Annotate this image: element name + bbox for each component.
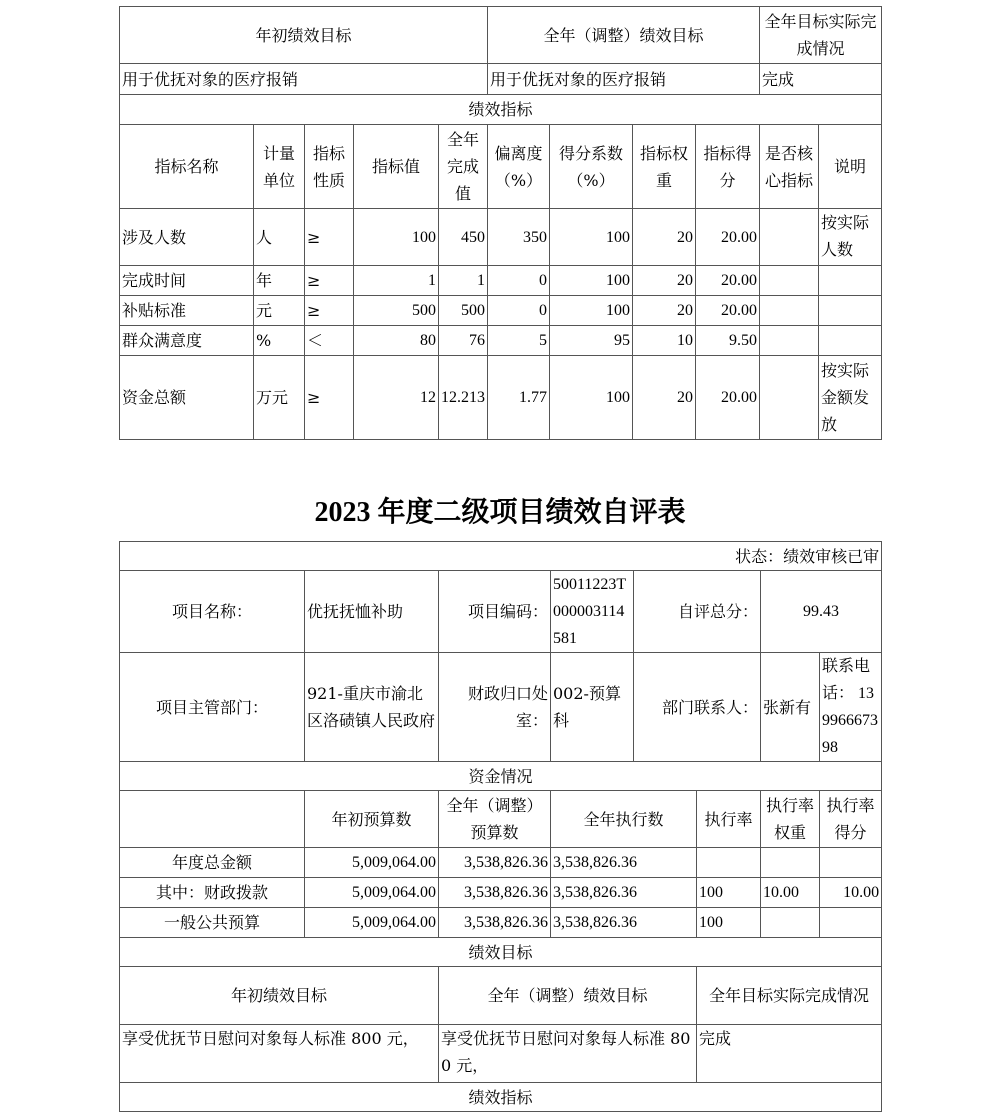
cell-unit: 元 xyxy=(254,296,305,326)
adjusted-goal-header: 全年（调整）绩效目标 xyxy=(488,7,760,64)
cell-deviation: 0 xyxy=(488,296,550,326)
page-title: 2023 年度二级项目绩效自评表 xyxy=(314,497,686,528)
cell-weight: 20 xyxy=(633,209,696,266)
fund-adjusted: 3,538,826.36 xyxy=(439,848,551,878)
fund-score xyxy=(820,848,882,878)
dept-label: 项目主管部门： xyxy=(120,653,305,762)
cell-target: 500 xyxy=(354,296,439,326)
cell-nature: ≥ xyxy=(305,266,354,296)
fund-score: 10.00 xyxy=(820,878,882,908)
cell-deviation: 5 xyxy=(488,326,550,356)
cell-nature: ＜ xyxy=(305,326,354,356)
adjusted-goal-header: 全年（调整）绩效目标 xyxy=(439,967,697,1025)
initial-goal: 享受优抚节日慰问对象每人标准 800 元， xyxy=(120,1025,439,1083)
cell-target: 100 xyxy=(354,209,439,266)
performance-table-1 xyxy=(119,6,882,440)
funds-label: 资金情况 xyxy=(120,762,882,791)
table-row xyxy=(120,356,882,440)
cell-core xyxy=(760,356,819,440)
initial-goal-header: 年初绩效目标 xyxy=(120,7,488,64)
cell-actual: 76 xyxy=(439,326,488,356)
contact-phone xyxy=(820,653,882,762)
cell-score-coef: 100 xyxy=(550,356,633,440)
col-executed: 全年执行数 xyxy=(551,791,697,848)
fund-name: 其中：财政拨款 xyxy=(120,878,305,908)
fund-adjusted: 3,538,826.36 xyxy=(439,908,551,938)
status-row xyxy=(120,542,882,571)
cell-unit: 人 xyxy=(254,209,305,266)
fund-header-row xyxy=(120,791,882,848)
cell-deviation: 350 xyxy=(488,209,550,266)
cell-target: 80 xyxy=(354,326,439,356)
fund-rate xyxy=(697,848,761,878)
cell-score-coef: 95 xyxy=(550,326,633,356)
goal-row xyxy=(120,64,882,95)
goal-row xyxy=(120,1025,882,1083)
col-initial-budget: 年初预算数 xyxy=(305,791,439,848)
cell-actual: 12.213 xyxy=(439,356,488,440)
col-adjusted-budget: 全年（调整）预算数 xyxy=(439,791,551,848)
col-score: 指标得分 xyxy=(696,125,760,209)
indicator-header-row xyxy=(120,125,882,209)
table-row xyxy=(120,326,882,356)
col-unit: 计量单位 xyxy=(254,125,305,209)
fund-name: 一般公共预算 xyxy=(120,908,305,938)
table-row xyxy=(120,848,882,878)
cell-unit: 年 xyxy=(254,266,305,296)
indicators-label-row xyxy=(120,1083,882,1112)
cell-note: 按实际人数 xyxy=(819,209,882,266)
cell-score-coef: 100 xyxy=(550,209,633,266)
cell-name: 群众满意度 xyxy=(120,326,254,356)
col-target: 指标值 xyxy=(354,125,439,209)
phone-label: 联系电话： xyxy=(822,658,871,702)
goal-header-row xyxy=(120,7,882,64)
self-score: 99.43 xyxy=(761,571,882,653)
cell-actual: 500 xyxy=(439,296,488,326)
col-weight: 指标权重 xyxy=(633,125,696,209)
fund-initial: 5,009,064.00 xyxy=(305,908,439,938)
cell-score: 20.00 xyxy=(696,209,760,266)
cell-score-coef: 100 xyxy=(550,296,633,326)
fund-weight xyxy=(761,908,820,938)
cell-score: 20.00 xyxy=(696,296,760,326)
cell-core xyxy=(760,326,819,356)
funds-label-row xyxy=(120,762,882,791)
cell-name: 涉及人数 xyxy=(120,209,254,266)
col-indicator-name: 指标名称 xyxy=(120,125,254,209)
cell-score: 20.00 xyxy=(696,266,760,296)
indicators-label: 绩效指标 xyxy=(120,95,882,125)
cell-deviation: 1.77 xyxy=(488,356,550,440)
cell-score: 20.00 xyxy=(696,356,760,440)
col-nature: 指标性质 xyxy=(305,125,354,209)
completion-header: 全年目标实际完成情况 xyxy=(697,967,882,1025)
phone-number: 13996667398 xyxy=(822,685,878,756)
finance-office: 002-预算科 xyxy=(551,653,634,762)
contact-name: 张新有 xyxy=(761,653,820,762)
fund-header-empty xyxy=(120,791,305,848)
project-name: 优抚抚恤补助 xyxy=(305,571,439,653)
cell-unit: % xyxy=(254,326,305,356)
col-exec-score: 执行率得分 xyxy=(820,791,882,848)
col-actual: 全年完成值 xyxy=(439,125,488,209)
cell-nature: ≥ xyxy=(305,356,354,440)
completion-status: 完成 xyxy=(697,1025,882,1083)
finance-label: 财政归口处室： xyxy=(439,653,551,762)
cell-weight: 20 xyxy=(633,356,696,440)
project-info-row xyxy=(120,571,882,653)
cell-target: 12 xyxy=(354,356,439,440)
cell-score-coef: 100 xyxy=(550,266,633,296)
project-code: 50011223T000003114581 xyxy=(551,571,634,653)
cell-unit: 万元 xyxy=(254,356,305,440)
goals-label-row xyxy=(120,938,882,967)
cell-actual: 450 xyxy=(439,209,488,266)
cell-name: 资金总额 xyxy=(120,356,254,440)
cell-name: 完成时间 xyxy=(120,266,254,296)
cell-name: 补贴标准 xyxy=(120,296,254,326)
col-note: 说明 xyxy=(819,125,882,209)
dept-name: 921-重庆市渝北区洛碛镇人民政府 xyxy=(305,653,439,762)
cell-weight: 20 xyxy=(633,296,696,326)
col-exec-rate: 执行率 xyxy=(697,791,761,848)
cell-note xyxy=(819,296,882,326)
cell-actual: 1 xyxy=(439,266,488,296)
cell-target: 1 xyxy=(354,266,439,296)
cell-note xyxy=(819,326,882,356)
fund-initial: 5,009,064.00 xyxy=(305,878,439,908)
cell-weight: 10 xyxy=(633,326,696,356)
cell-note xyxy=(819,266,882,296)
indicators-label: 绩效指标 xyxy=(120,1083,882,1112)
cell-nature: ≥ xyxy=(305,209,354,266)
fund-initial: 5,009,064.00 xyxy=(305,848,439,878)
completion-status: 完成 xyxy=(760,64,882,95)
fund-executed: 3,538,826.36 xyxy=(551,908,697,938)
fund-rate: 100 xyxy=(697,908,761,938)
fund-name: 年度总金额 xyxy=(120,848,305,878)
fund-weight xyxy=(761,848,820,878)
cell-score: 9.50 xyxy=(696,326,760,356)
fund-executed: 3,538,826.36 xyxy=(551,848,697,878)
indicators-label-row xyxy=(120,95,882,125)
initial-goal-header: 年初绩效目标 xyxy=(120,967,439,1025)
cell-nature: ≥ xyxy=(305,296,354,326)
completion-header: 全年目标实际完成情况 xyxy=(760,7,882,64)
cell-core xyxy=(760,266,819,296)
goals-label: 绩效目标 xyxy=(120,938,882,967)
fund-executed: 3,538,826.36 xyxy=(551,878,697,908)
project-code-label: 项目编码： xyxy=(439,571,551,653)
fund-adjusted: 3,538,826.36 xyxy=(439,878,551,908)
dept-row xyxy=(120,653,882,762)
goal-header-row xyxy=(120,967,882,1025)
fund-score xyxy=(820,908,882,938)
contact-label: 部门联系人： xyxy=(634,653,761,762)
table-row xyxy=(120,878,882,908)
col-deviation: 偏离度（%） xyxy=(488,125,550,209)
col-exec-weight: 执行率权重 xyxy=(761,791,820,848)
table-row xyxy=(120,296,882,326)
table-row xyxy=(120,266,882,296)
project-name-label: 项目名称： xyxy=(120,571,305,653)
adjusted-goal: 用于优抚对象的医疗报销 xyxy=(488,64,760,95)
self-score-label: 自评总分： xyxy=(634,571,761,653)
cell-core xyxy=(760,296,819,326)
status-text: 状态：绩效审核已审 xyxy=(120,542,882,571)
performance-table-2 xyxy=(119,541,882,1112)
adjusted-goal: 享受优抚节日慰问对象每人标准 800 元， xyxy=(439,1025,697,1083)
initial-goal: 用于优抚对象的医疗报销 xyxy=(120,64,488,95)
table-row xyxy=(120,908,882,938)
fund-rate: 100 xyxy=(697,878,761,908)
cell-note: 按实际金额发放 xyxy=(819,356,882,440)
table-row xyxy=(120,209,882,266)
cell-weight: 20 xyxy=(633,266,696,296)
col-score-coef: 得分系数（%） xyxy=(550,125,633,209)
cell-core xyxy=(760,209,819,266)
col-core: 是否核心指标 xyxy=(760,125,819,209)
cell-deviation: 0 xyxy=(488,266,550,296)
fund-weight: 10.00 xyxy=(761,878,820,908)
